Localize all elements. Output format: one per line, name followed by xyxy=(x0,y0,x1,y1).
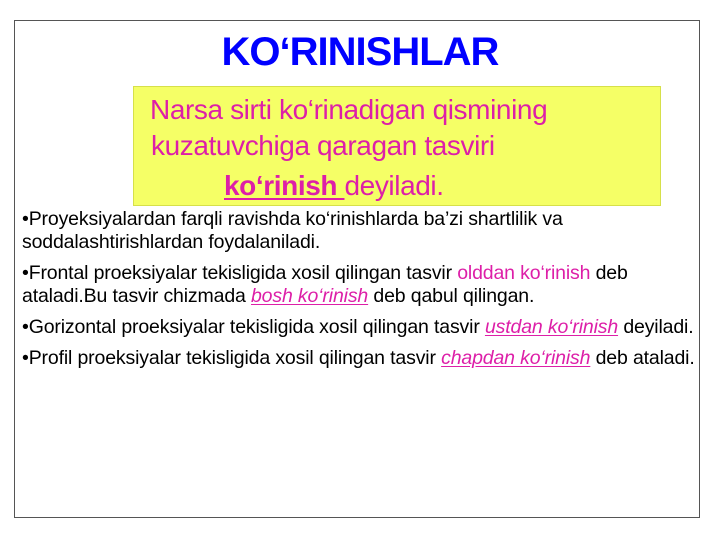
definition-keyword: ko‘rinish xyxy=(224,170,345,201)
highlight-olddan-korinish: olddan ko‘rinish xyxy=(457,262,591,284)
bullet-item-1 xyxy=(22,208,712,254)
highlight-bosh-korinish: bosh ko‘rinish xyxy=(250,285,369,307)
bullet-text: deyiladi. xyxy=(618,316,694,338)
bullet-marker: • xyxy=(22,316,29,338)
bullet-marker: • xyxy=(22,208,29,230)
bullet-text: Profil proeksiyalar tekisligida xosil qilingan tasvir xyxy=(28,347,442,369)
bullet-item-3 xyxy=(22,316,712,339)
definition-line-3 xyxy=(224,169,444,203)
highlight-ustdan-korinish: ustdan ko‘rinish xyxy=(484,316,619,338)
bullet-item-4 xyxy=(22,347,712,370)
slide-title: KO‘RINISHLAR xyxy=(221,30,499,74)
definition-line-2: kuzatuvchiga qaragan tasviri xyxy=(151,130,495,161)
definition-line-1: Narsa sirti ko‘rinadigan qismining xyxy=(150,94,548,125)
bullet-text: Gorizontal proeksiyalar tekisligida xosil qilingan tasvir xyxy=(28,316,485,338)
bullet-marker: • xyxy=(22,347,29,369)
definition-line-3-rest: deyiladi. xyxy=(344,170,444,201)
bullet-text: Frontal proeksiyalar tekisligida xosil qilingan tasvir xyxy=(28,262,458,284)
bullet-text: deb ataladi. xyxy=(590,347,695,369)
highlight-chapdan-korinish: chapdan ko‘rinish xyxy=(441,347,591,369)
bullet-text: Proyeksiyalardan farqli ravishda ko‘rinishlarda ba’zi shartlilik va soddalashtirishlardan foydalaniladi. xyxy=(22,208,563,253)
bullet-text: deb qabul qilingan. xyxy=(368,285,535,307)
bullet-text: deb ataladi.Bu tasvir chizmada xyxy=(22,262,628,307)
bullet-list xyxy=(22,208,712,378)
definition-box xyxy=(133,86,661,206)
bullet-marker: • xyxy=(22,262,29,284)
bullet-item-2 xyxy=(22,262,712,308)
